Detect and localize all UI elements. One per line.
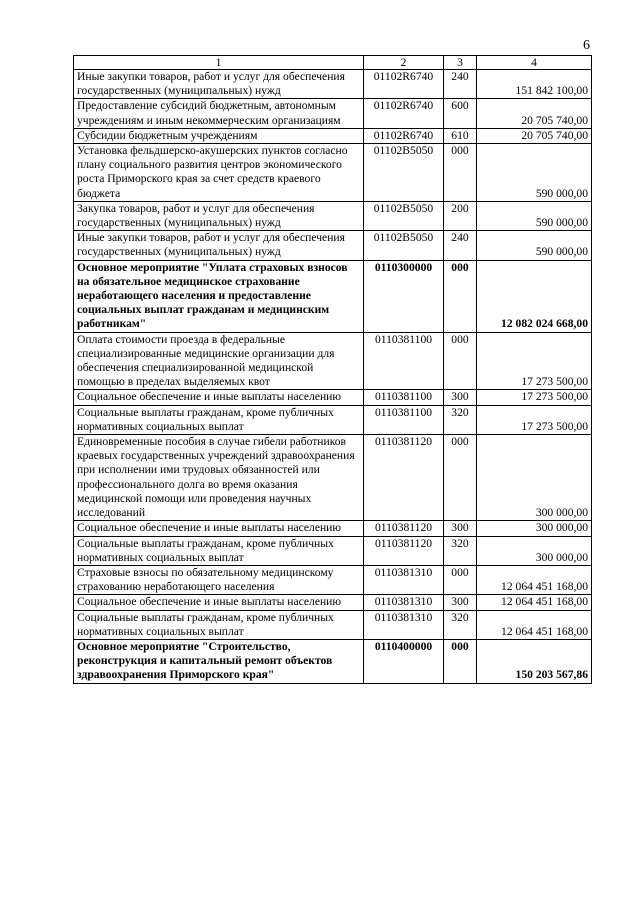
row-type-cell: 000 [444,144,477,202]
row-amount-cell: 12 082 024 668,00 [477,260,592,332]
row-type-cell: 600 [444,99,477,128]
row-name-cell: Единовременные пособия в случае гибели работников краевых государственных учреждений здравоохранения при исполнении ими трудовых обязанностей или профессионального долга во время оказания медицинской помощи или проведения научных исследований [74,435,364,521]
row-code-cell: 01102В5050 [364,231,444,260]
table-row [74,565,592,594]
column-header: 3 [444,56,477,70]
table-row [74,610,592,639]
row-code-cell: 01102R6740 [364,128,444,143]
page-number: 6 [583,38,590,53]
row-type-cell: 000 [444,332,477,390]
row-type-cell: 300 [444,521,477,536]
row-amount-cell: 590 000,00 [477,231,592,260]
row-code-cell: 0110381310 [364,610,444,639]
row-amount-cell: 590 000,00 [477,201,592,230]
row-amount-cell: 590 000,00 [477,144,592,202]
table-header-row [74,56,592,70]
row-code-cell: 0110381310 [364,565,444,594]
row-name-cell: Основное мероприятие "Строительство, реконструкция и капитальный ремонт объектов здравоохранения Приморского края" [74,639,364,683]
row-type-cell: 240 [444,231,477,260]
row-code-cell: 0110381120 [364,521,444,536]
row-code-cell: 0110381120 [364,435,444,521]
row-name-cell: Социальные выплаты гражданам, кроме публичных нормативных социальных выплат [74,536,364,565]
row-code-cell: 0110381310 [364,595,444,610]
row-type-cell: 320 [444,405,477,434]
row-type-cell: 000 [444,260,477,332]
row-name-cell: Страховые взносы по обязательному медицинскому страхованию неработающего населения [74,565,364,594]
row-amount-cell: 20 705 740,00 [477,128,592,143]
row-code-cell: 01102R6740 [364,99,444,128]
row-name-cell: Иные закупки товаров, работ и услуг для обеспечения государственных (муниципальных) нужд [74,70,364,99]
row-name-cell: Основное мероприятие "Уплата страховых взносов на обязательное медицинское страхование неработающего населения и предоставление социальных выплат гражданам и медицинским работникам" [74,260,364,332]
row-code-cell: 01102R6740 [364,70,444,99]
row-amount-cell: 12 064 451 168,00 [477,610,592,639]
row-type-cell: 320 [444,610,477,639]
table-row [74,390,592,405]
row-name-cell: Иные закупки товаров, работ и услуг для обеспечения государственных (муниципальных) нужд [74,231,364,260]
row-code-cell: 01102В5050 [364,144,444,202]
row-amount-cell: 17 273 500,00 [477,390,592,405]
row-amount-cell: 300 000,00 [477,435,592,521]
budget-table [73,55,592,684]
row-name-cell: Социальные выплаты гражданам, кроме публичных нормативных социальных выплат [74,405,364,434]
table-row [74,521,592,536]
row-name-cell: Социальное обеспечение и иные выплаты населению [74,521,364,536]
row-amount-cell: 17 273 500,00 [477,405,592,434]
row-amount-cell: 300 000,00 [477,521,592,536]
row-code-cell: 0110381100 [364,405,444,434]
table-row [74,231,592,260]
column-header: 4 [477,56,592,70]
row-amount-cell: 17 273 500,00 [477,332,592,390]
row-amount-cell: 150 203 567,86 [477,639,592,683]
row-code-cell: 0110381100 [364,332,444,390]
row-code-cell: 01102В5050 [364,201,444,230]
row-type-cell: 000 [444,639,477,683]
table-row [74,128,592,143]
row-type-cell: 000 [444,565,477,594]
table-row [74,332,592,390]
row-name-cell: Субсидии бюджетным учреждениям [74,128,364,143]
row-amount-cell: 12 064 451 168,00 [477,595,592,610]
row-type-cell: 300 [444,595,477,610]
row-type-cell: 000 [444,435,477,521]
row-name-cell: Предоставление субсидий бюджетным, автономным учреждениям и иным некоммерческим организациям [74,99,364,128]
row-name-cell: Социальные выплаты гражданам, кроме публичных нормативных социальных выплат [74,610,364,639]
row-type-cell: 610 [444,128,477,143]
column-header: 1 [74,56,364,70]
table-row [74,99,592,128]
table-row [74,639,592,683]
table-row [74,595,592,610]
table-row [74,144,592,202]
row-name-cell: Установка фельдшерско-акушерских пунктов согласно плану социального развития центров экономического роста Приморского края за счет средств краевого бюджета [74,144,364,202]
table-row [74,536,592,565]
column-header: 2 [364,56,444,70]
row-amount-cell: 151 842 100,00 [477,70,592,99]
table-row [74,435,592,521]
row-amount-cell: 20 705 740,00 [477,99,592,128]
row-code-cell: 0110400000 [364,639,444,683]
row-type-cell: 240 [444,70,477,99]
table-row [74,70,592,99]
row-type-cell: 300 [444,390,477,405]
row-type-cell: 320 [444,536,477,565]
row-amount-cell: 300 000,00 [477,536,592,565]
row-code-cell: 0110381120 [364,536,444,565]
row-type-cell: 200 [444,201,477,230]
row-name-cell: Закупка товаров, работ и услуг для обеспечения государственных (муниципальных) нужд [74,201,364,230]
row-name-cell: Оплата стоимости проезда в федеральные специализированные медицинские организации для обеспечения специализированной медицинской помощью в пределах выделяемых квот [74,332,364,390]
row-name-cell: Социальное обеспечение и иные выплаты населению [74,595,364,610]
row-code-cell: 0110381100 [364,390,444,405]
table-row [74,201,592,230]
row-amount-cell: 12 064 451 168,00 [477,565,592,594]
table-row [74,260,592,332]
row-code-cell: 0110300000 [364,260,444,332]
table-row [74,405,592,434]
row-name-cell: Социальное обеспечение и иные выплаты населению [74,390,364,405]
